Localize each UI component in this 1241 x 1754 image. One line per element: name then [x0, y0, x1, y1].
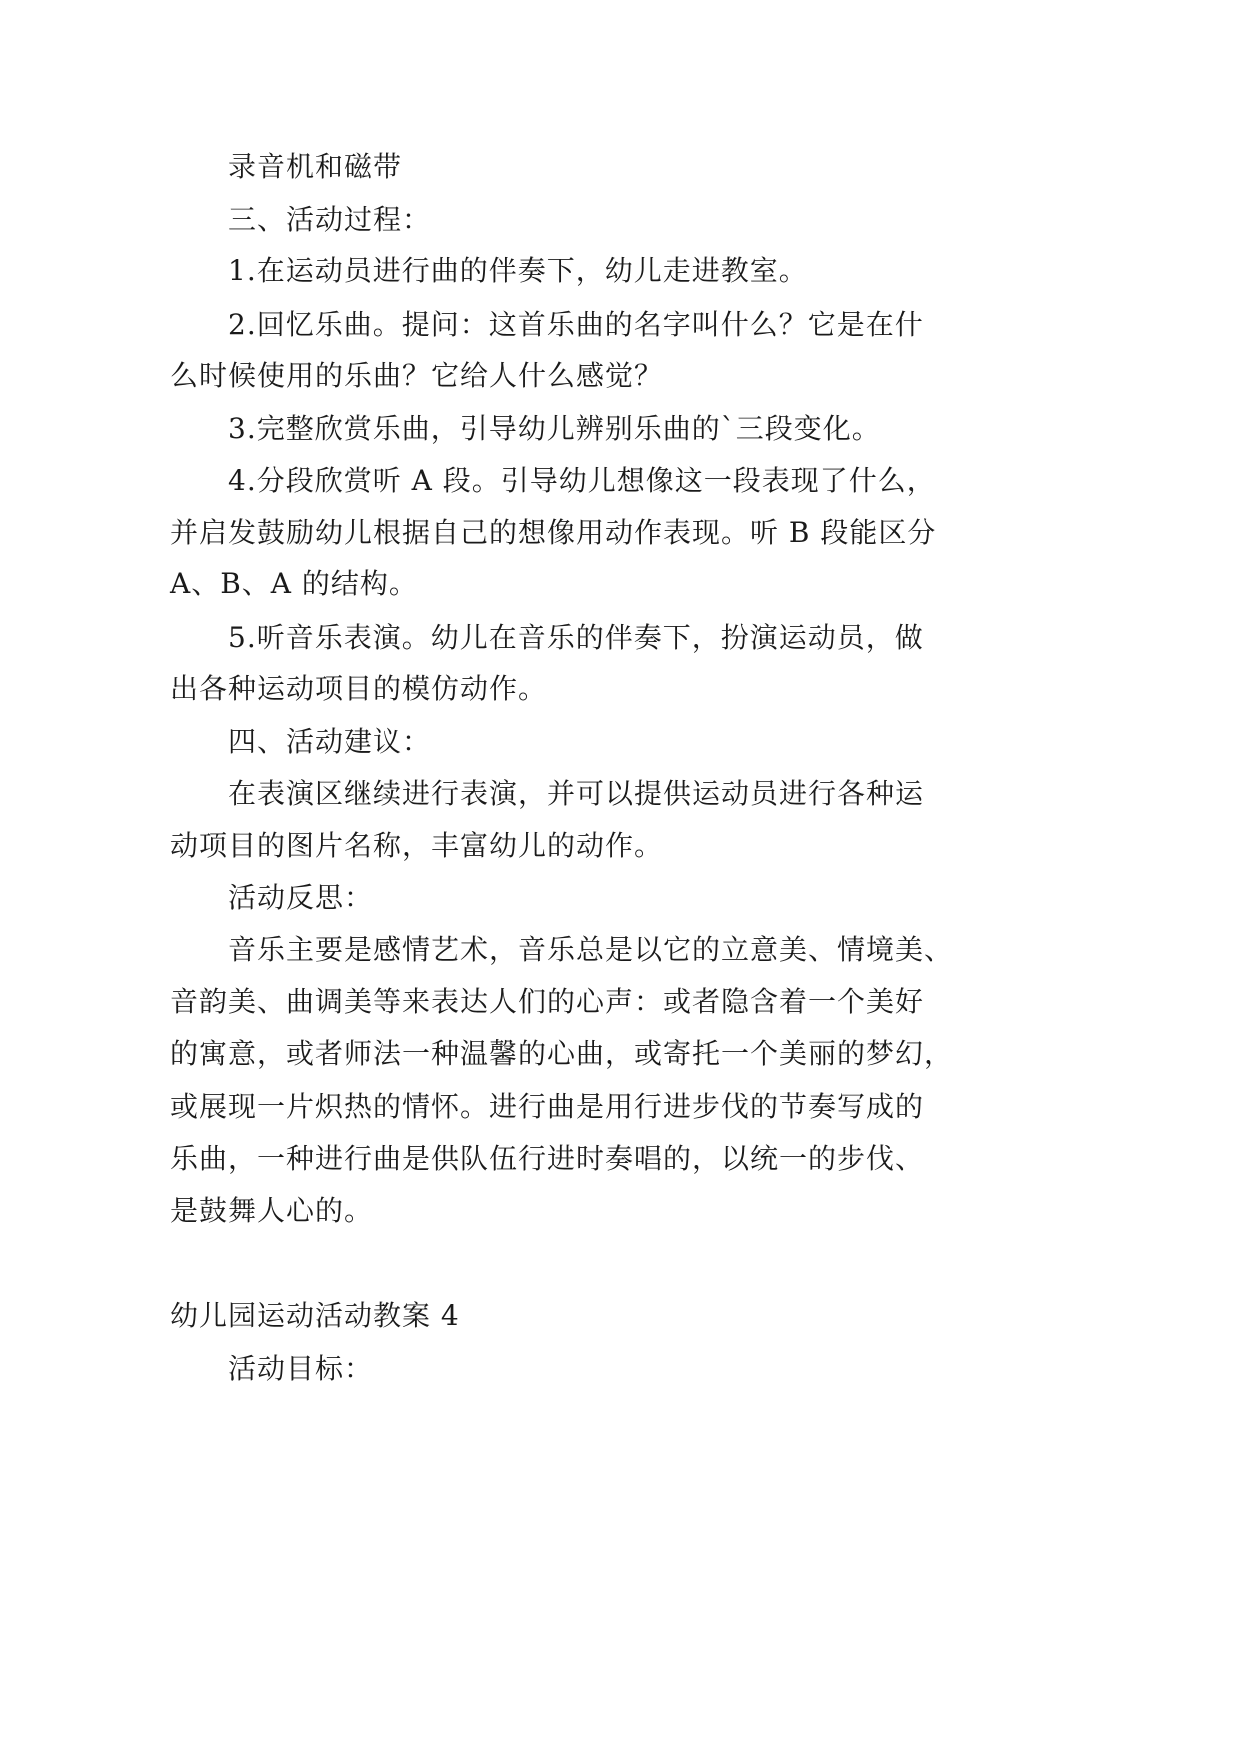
step-4-line-2: 并启发鼓励幼儿根据自己的想像用动作表现。听 B 段能区分: [170, 516, 937, 549]
section-heading-reflection: 活动反思：: [228, 881, 374, 914]
step-2-line-1: 2.回忆乐曲。提问：这首乐曲的名字叫什么？它是在什: [228, 308, 924, 341]
suggestion-line-2: 动项目的图片名称，丰富幼儿的动作。: [170, 829, 664, 862]
reflection-line-6: 是鼓舞人心的。: [170, 1194, 374, 1227]
step-5-line-1: 5.听音乐表演。幼儿在音乐的伴奏下，扮演运动员，做: [228, 621, 924, 654]
section-heading-suggestions: 四、活动建议：: [228, 725, 432, 758]
reflection-line-4: 或展现一片炽热的情怀。进行曲是用行进步伐的节奏写成的: [170, 1090, 925, 1123]
step-3: 3.完整欣赏乐曲，引导幼儿辨别乐曲的`三段变化。: [228, 412, 881, 445]
paragraph-materials: 录音机和磁带: [228, 150, 403, 183]
step-4-line-1: 4.分段欣赏听 A 段。引导幼儿想像这一段表现了什么，: [228, 464, 936, 497]
reflection-line-1: 音乐主要是感情艺术，音乐总是以它的立意美、情境美、: [228, 933, 954, 966]
step-1: 1.在运动员进行曲的伴奏下，幼儿走进教室。: [228, 254, 808, 287]
suggestion-line-1: 在表演区继续进行表演，并可以提供运动员进行各种运: [228, 777, 925, 810]
lesson-plan-title: 幼儿园运动活动教案 4: [170, 1299, 460, 1332]
reflection-line-5: 乐曲，一种进行曲是供队伍行进时奏唱的，以统一的步伐、: [170, 1142, 925, 1175]
step-2-line-2: 么时候使用的乐曲？它给人什么感觉？: [170, 359, 664, 392]
section-heading-process: 三、活动过程：: [228, 203, 432, 236]
reflection-line-2: 音韵美、曲调美等来表达人们的心声：或者隐含着一个美好: [170, 985, 925, 1018]
step-5-line-2: 出各种运动项目的模仿动作。: [170, 672, 548, 705]
reflection-line-3: 的寓意，或者师法一种温馨的心曲，或寄托一个美丽的梦幻，: [170, 1037, 954, 1070]
step-4-line-3: A、B、A 的结构。: [170, 567, 418, 600]
section-heading-goals: 活动目标：: [228, 1352, 374, 1385]
